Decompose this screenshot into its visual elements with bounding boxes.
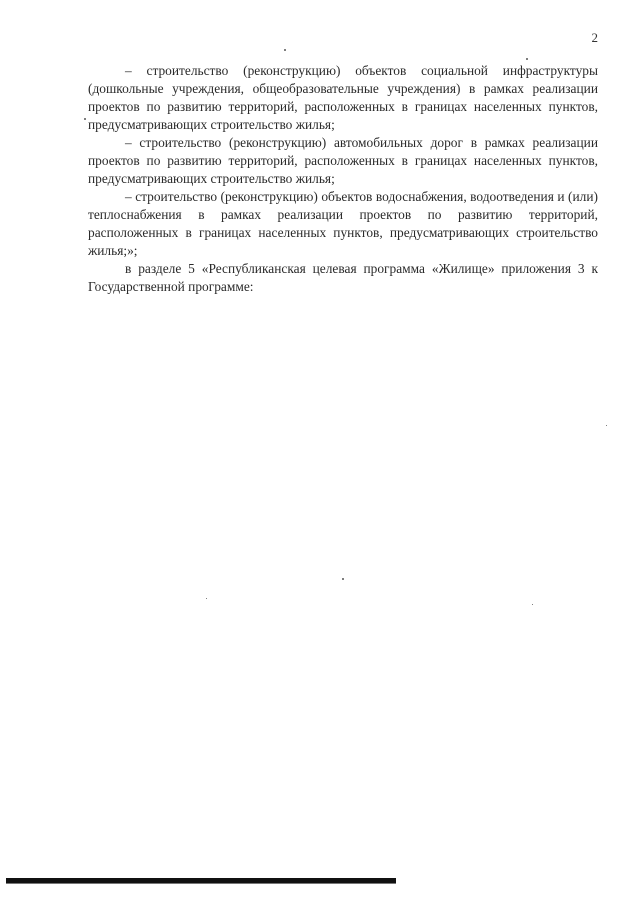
scan-speck [606, 425, 607, 426]
scan-speck [84, 118, 86, 120]
scan-speck [342, 578, 344, 580]
scan-edge-line [6, 883, 396, 884]
page-number: 2 [591, 30, 598, 45]
scan-speck [526, 58, 528, 60]
paragraph-section-5: в разделе 5 «Республиканская целевая программа «Жилище» приложения 3 к Государственной программе: [88, 261, 598, 294]
scan-speck [284, 49, 286, 51]
paragraph-water-supply: – строительство (реконструкцию) объектов водоснабжения, водоотведения и (или) теплоснабжения в рамках реализации проектов по развитию территорий, расположенных в границах населенных пунктов, предусматривающих строительство жилья;»; [88, 189, 598, 258]
paragraph-social-infrastructure: – строительство (реконструкцию) объектов социальной инфраструктуры (дошкольные учреждения, общеобразовательные учреждения) в рамках реализации проектов по развитию территорий, расположенных в границах населенных пунктов, предусматривающих строительство жилья; [88, 63, 598, 132]
document-body [88, 62, 598, 296]
scan-speck [532, 604, 533, 605]
paragraph-roads: – строительство (реконструкцию) автомобильных дорог в рамках реализации проектов по развитию территорий, расположенных в границах населенных пунктов, предусматривающих строительство жилья; [88, 135, 598, 186]
scan-speck [206, 598, 207, 599]
